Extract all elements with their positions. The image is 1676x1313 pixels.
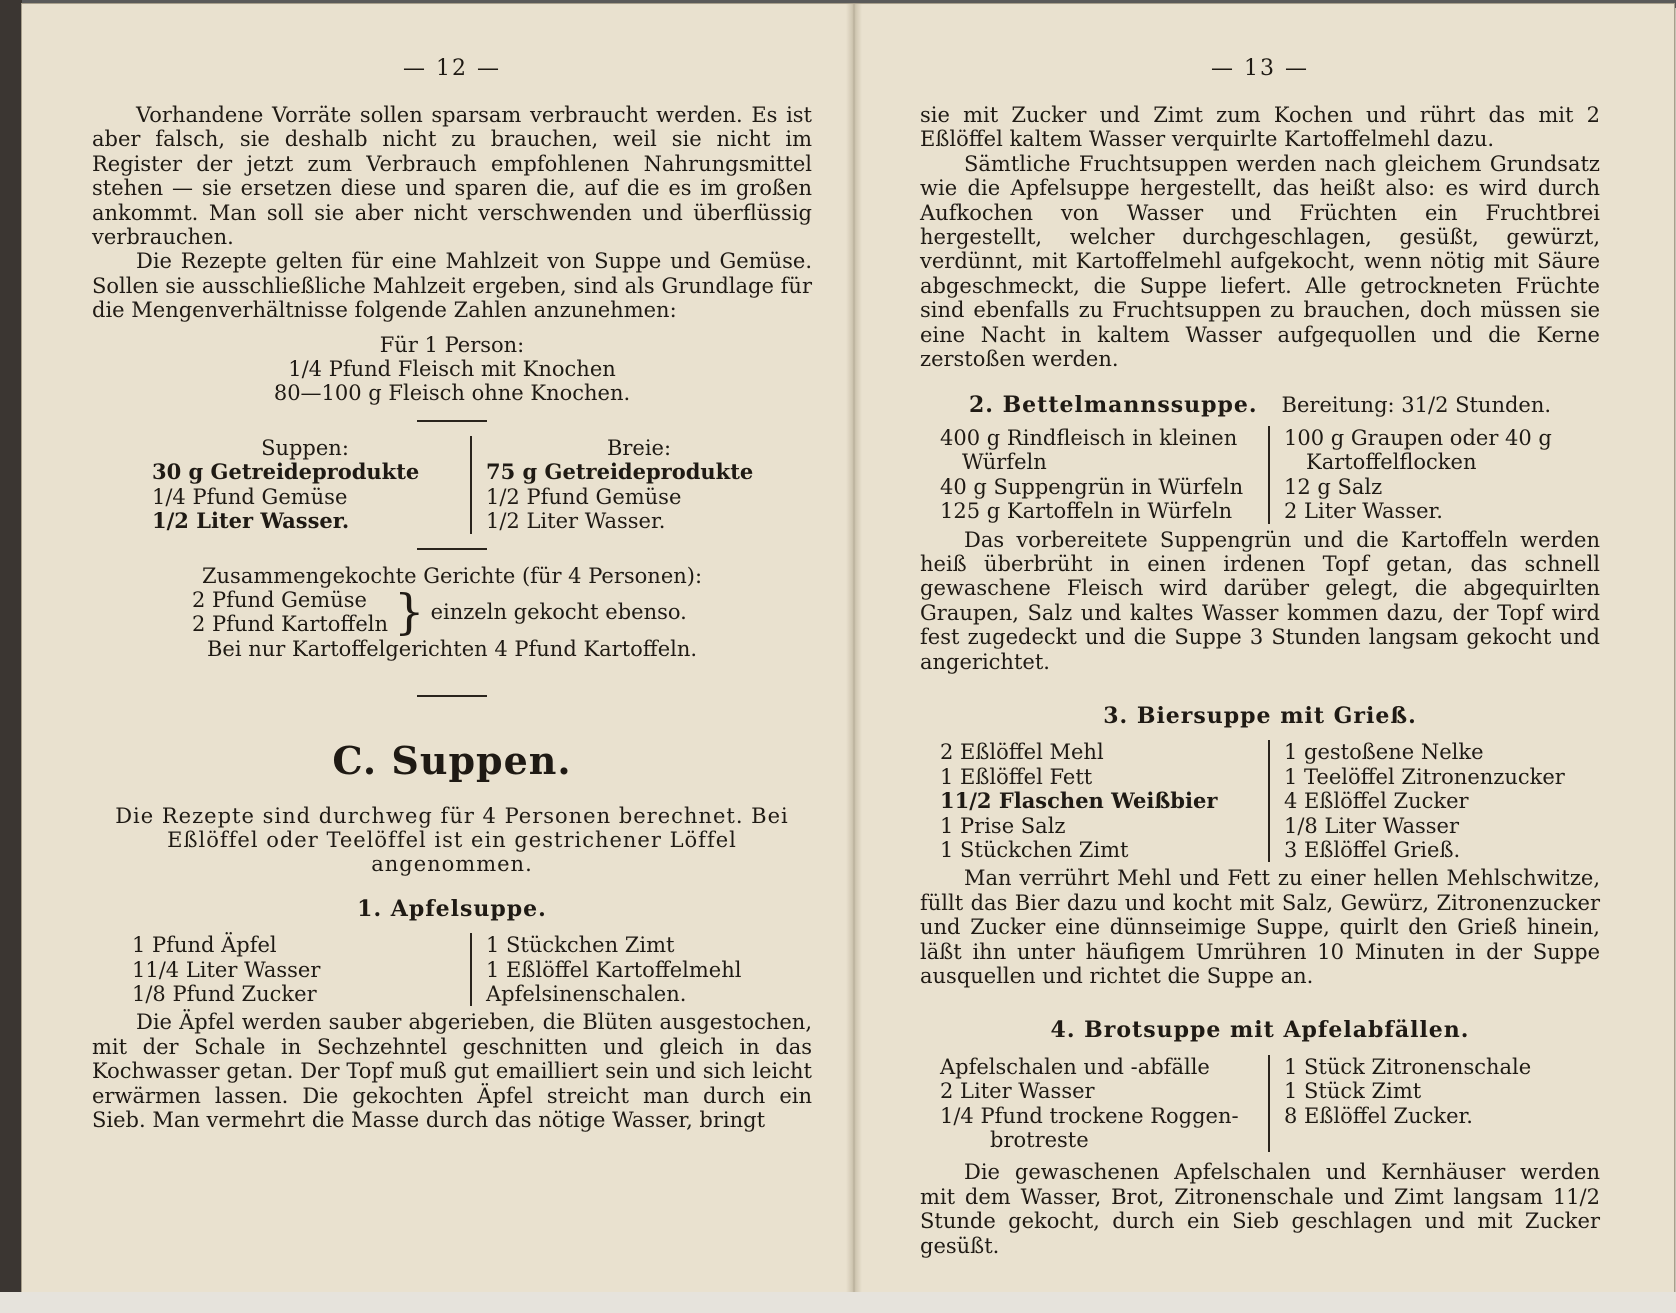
- list-item: 1 Stück Zimt: [1284, 1079, 1422, 1104]
- list-item: 3 Eßlöffel Grieß.: [1284, 837, 1461, 862]
- list-item: 400 g Rindfleisch in kleinen: [940, 425, 1238, 450]
- brace-icon: }: [394, 584, 425, 641]
- list-item: 30 g Getreideprodukte: [152, 459, 420, 485]
- list-item: 1/4 Pfund Gemüse: [152, 484, 348, 509]
- breie-column: [472, 436, 792, 534]
- list-item: 1/8 Liter Wasser: [1284, 813, 1460, 838]
- per-person-line: 80—100 g Fleisch ohne Knochen.: [273, 381, 631, 406]
- ingredients-table: [940, 740, 1600, 862]
- page-number: — 13 —: [1211, 56, 1309, 81]
- list-item: 11/2 Flaschen Weißbier: [940, 788, 1218, 814]
- list-item: 2 Liter Wasser: [940, 1079, 1095, 1104]
- suppen-breie-table: [152, 436, 792, 534]
- divider-rule: [417, 695, 487, 697]
- list-item: brotreste: [990, 1128, 1089, 1153]
- section-intro: Die Rezepte sind durchweg für 4 Personen berechnet. Bei Eßlöffel oder Teelöffel ist ein gestrichener Löffel angenommen.: [115, 803, 789, 877]
- recipe-text-continued: sie mit Zucker und Zimt zum Kochen und rührt das mit 2 Eßlöffel kaltem Wasser verquirlte Kartoffelmehl dazu.: [920, 103, 1600, 152]
- suppen-column: [152, 436, 472, 534]
- list-item: 1 Eßlöffel Kartoffelmehl: [486, 957, 742, 982]
- list-item: 12 g Salz: [1284, 474, 1383, 499]
- ingredients-left: [940, 1055, 1270, 1153]
- page-number: — 12 —: [403, 56, 501, 81]
- suppen-heading: Suppen:: [261, 435, 349, 460]
- list-item: Kartoffelflocken: [1306, 450, 1477, 475]
- breie-heading: Breie:: [606, 435, 672, 460]
- ingredients-left: [940, 740, 1270, 862]
- ingredients-table: [940, 1055, 1600, 1153]
- list-item: 100 g Graupen oder 40 g: [1284, 425, 1552, 450]
- ingredients-right: [1270, 426, 1600, 524]
- section-title: C. Suppen.: [332, 738, 572, 784]
- list-item: 1 Stück Zitronenschale: [1284, 1054, 1532, 1079]
- ingredients-right: [1270, 740, 1600, 862]
- gerichte-list: [192, 588, 388, 637]
- list-item: 1 Stückchen Zimt: [940, 837, 1129, 862]
- ingredients-left: [940, 426, 1270, 524]
- list-item: 1/2 Liter Wasser.: [486, 509, 666, 534]
- book-spine-edge: [0, 0, 22, 1292]
- list-item: 1 Prise Salz: [940, 813, 1066, 838]
- gerichte-group: [192, 584, 812, 641]
- recipe-title: 1. Apfelsuppe.: [357, 895, 547, 922]
- intro-paragraph: Vorhandene Vorräte sollen sparsam verbraucht werden. Es ist aber falsch, sie deshalb nicht zu brauchen, weil sie nicht im Register der jetzt zum Verbrauch empfohlenen Nahrungsmittel stehen — sie ersetzen diese und sparen die, auf die es im großen ankommt. Man soll sie aber nicht verschwenden und überflüssig verbrauchen.: [92, 103, 812, 250]
- recipe-title: 3. Biersuppe mit Grieß.: [1103, 702, 1417, 729]
- gerichte-heading: Zusammengekochte Gerichte (für 4 Personen):: [201, 563, 703, 588]
- list-item: 1/2 Pfund Gemüse: [486, 484, 682, 509]
- recipe-time: Bereitung: 31/2 Stunden.: [1281, 393, 1552, 418]
- list-item: 2 Pfund Kartoffeln: [192, 612, 389, 637]
- per-person-heading: Für 1 Person:: [379, 332, 525, 357]
- divider-rule: [417, 420, 487, 422]
- list-item: 4 Eßlöffel Zucker: [1284, 789, 1469, 814]
- ingredients-right: [472, 933, 812, 1006]
- list-item: 2 Liter Wasser.: [1284, 499, 1443, 524]
- list-item: 125 g Kartoffeln in Würfeln: [940, 499, 1233, 524]
- list-item: 40 g Suppengrün in Würfeln: [940, 474, 1244, 499]
- list-item: Würfeln: [962, 450, 1047, 475]
- rezepte-paragraph: Die Rezepte gelten für eine Mahlzeit von Suppe und Gemüse. Sollen sie ausschließliche Mahlzeit ergeben, sind als Grundlage für die Mengenverhältnisse folgende Zahlen anzunehmen:: [92, 249, 812, 323]
- left-page: [92, 0, 812, 1132]
- list-item: Apfelsinenschalen.: [486, 981, 687, 1006]
- kartoffel-line: Bei nur Kartoffelgerichten 4 Pfund Kartoffeln.: [206, 636, 698, 661]
- divider-rule: [417, 548, 487, 550]
- fruchtsuppen-paragraph: Sämtliche Fruchtsuppen werden nach gleichem Grundsatz wie die Apfelsuppe hergestellt, das heißt also: es wird durch Aufkochen von Wasser und Früchten ein Fruchtbrei hergestellt, welcher durchgeschlagen, gesüßt, gewürzt, verdünnt, mit Kartoffelmehl aufgekocht, wenn nötig mit Säure abgeschmeckt, die Suppe liefert. Alle getrockneten Früchte sind ebenfalls zu Fruchtsuppen zu brauchen, doch müssen sie eine Nacht in kaltem Wasser aufgequollen und die Kerne zerstoßen werden.: [920, 151, 1600, 372]
- recipe-text: Die Äpfel werden sauber abgerieben, die Blüten ausgestochen, mit der Schale in Sechzehntel geschnitten und gleich in das Kochwasser getan. Der Topf muß gut emailliert sein und sich leicht erwärmen lassen. Die gekochten Äpfel streicht man durch ein Sieb. Man vermehrt die Masse durch das nötige Wasser, bringt: [92, 1010, 812, 1132]
- ingredients-left: [132, 933, 472, 1006]
- list-item: 2 Pfund Gemüse: [192, 587, 367, 612]
- recipe-text: Das vorbereitete Suppengrün und die Kartoffeln werden heiß überbrüht in einen irdenen Topf getan, das schnell gewaschene Fleisch wird darüber gelegt, die abgequirlten Graupen, Salz und kaltes Wasser kommen dazu, der Topf wird fest zugedeckt und die Suppe 3 Stunden langsam gekocht und angerichtet.: [920, 527, 1600, 674]
- list-item: Apfelschalen und -abfälle: [940, 1054, 1210, 1079]
- recipe-title: 2. Bettelmannssuppe.: [968, 392, 1258, 419]
- gerichte-note: einzeln gekocht ebenso.: [430, 600, 687, 625]
- list-item: 1/4 Pfund trockene Roggen-: [940, 1103, 1239, 1128]
- ingredients-table: [132, 933, 812, 1006]
- list-item: 1 Stückchen Zimt: [486, 933, 675, 958]
- list-item: 2 Eßlöffel Mehl: [940, 740, 1104, 765]
- per-person-line: 1/4 Pfund Fleisch mit Knochen: [288, 357, 616, 382]
- scan-bottom-edge: [0, 1292, 1676, 1313]
- list-item: 8 Eßlöffel Zucker.: [1284, 1103, 1473, 1128]
- list-item: 1 Eßlöffel Fett: [940, 764, 1093, 789]
- list-item: 1/2 Liter Wasser.: [152, 508, 350, 534]
- ingredients-table: [940, 426, 1600, 524]
- list-item: 1 Teelöffel Zitronenzucker: [1284, 764, 1565, 789]
- list-item: 11/4 Liter Wasser: [132, 957, 321, 982]
- recipe-header: [920, 393, 1600, 417]
- book-gutter: [846, 4, 862, 1292]
- right-page: [920, 0, 1600, 1258]
- recipe-title: 4. Brotsuppe mit Apfelabfällen.: [1050, 1017, 1470, 1044]
- list-item: 75 g Getreideprodukte: [486, 459, 754, 485]
- ingredients-right: [1270, 1055, 1600, 1153]
- list-item: 1 gestoßene Nelke: [1284, 740, 1484, 765]
- recipe-text: Die gewaschenen Apfelschalen und Kernhäuser werden mit dem Wasser, Brot, Zitronenschale und Zimt langsam 11/2 Stunde gekocht, durch ein Sieb geschlagen und mit Zucker gesüßt.: [920, 1160, 1600, 1258]
- list-item: 1 Pfund Äpfel: [132, 933, 277, 958]
- recipe-text: Man verrührt Mehl und Fett zu einer hellen Mehlschwitze, füllt das Bier dazu und kocht mit Salz, Gewürz, Zitronenzucker und Zucker eine dünnseimige Suppe, quirlt den Grieß hinein, läßt ihn unter häufigem Umrühren 10 Minuten in der Suppe ausquellen und richtet die Suppe an.: [920, 866, 1600, 988]
- list-item: 1/8 Pfund Zucker: [132, 981, 317, 1006]
